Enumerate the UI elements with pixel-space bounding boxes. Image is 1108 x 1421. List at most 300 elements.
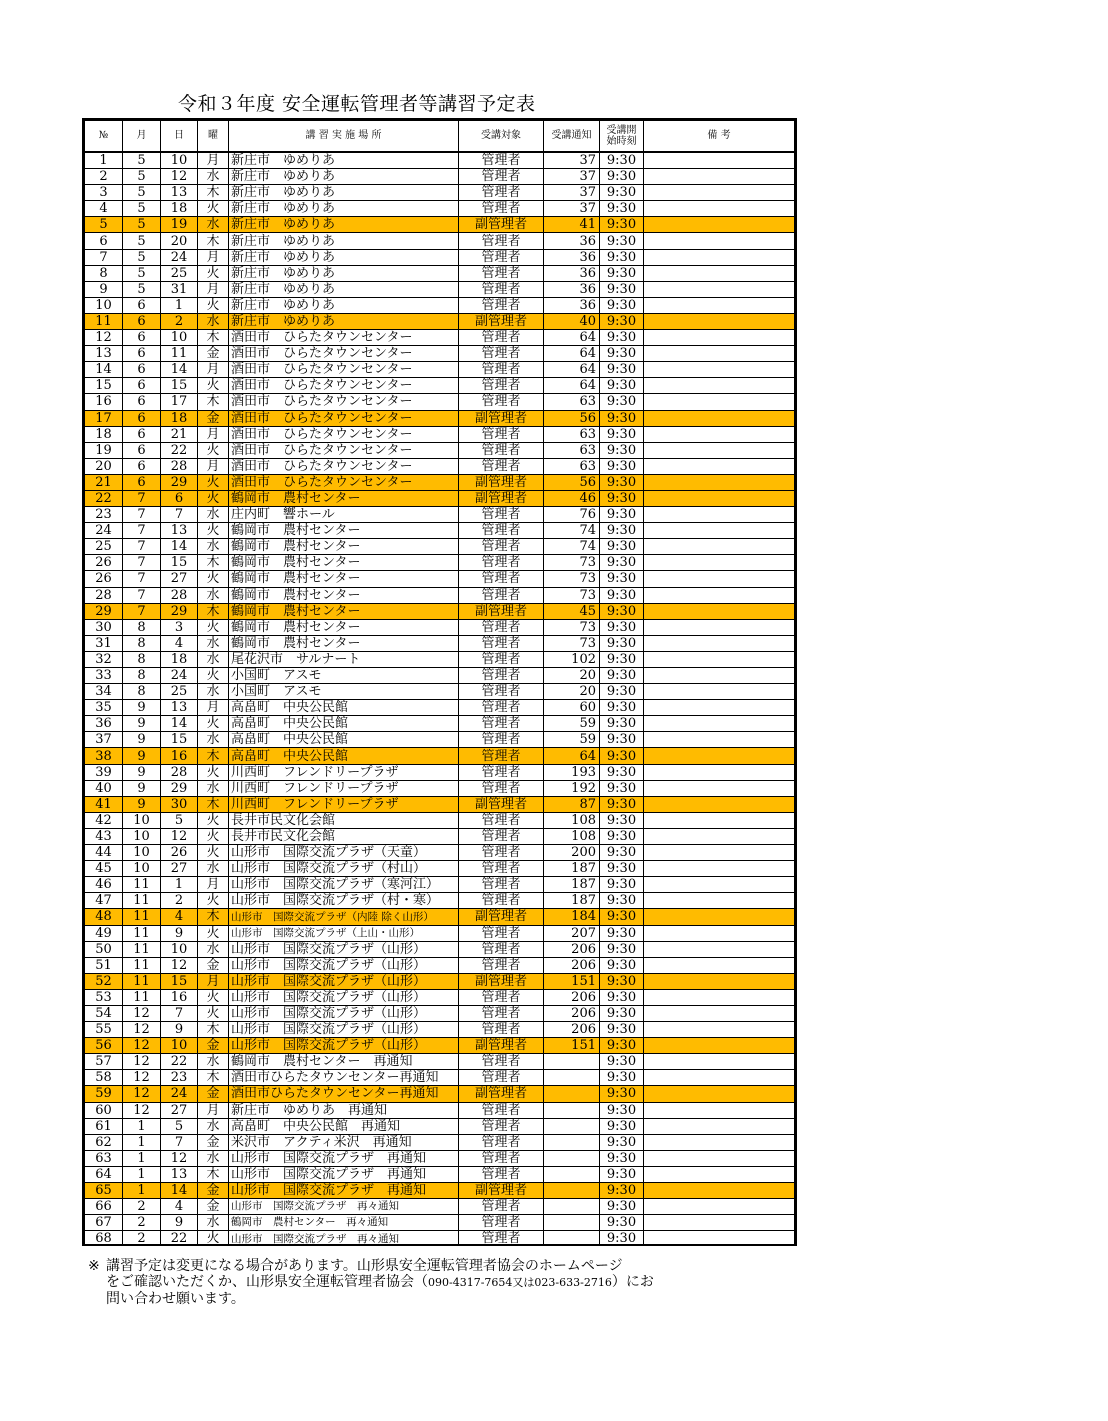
cell-remarks — [644, 169, 795, 185]
table-row — [85, 812, 795, 828]
cell-remarks — [644, 748, 795, 764]
cell-start-time: 9:30 — [600, 619, 644, 635]
cell-day: 21 — [161, 426, 198, 442]
cell-day: 16 — [161, 989, 198, 1005]
table-row — [85, 1022, 795, 1038]
cell-count: 64 — [544, 362, 600, 378]
cell-month: 11 — [123, 925, 161, 941]
cell-day: 15 — [161, 378, 198, 394]
cell-no: 68 — [85, 1231, 123, 1246]
cell-month: 12 — [123, 1005, 161, 1021]
cell-start-time: 9:30 — [600, 1086, 644, 1102]
table-row — [85, 893, 795, 909]
table-row — [85, 877, 795, 893]
cell-month: 12 — [123, 1038, 161, 1054]
cell-day: 1 — [161, 877, 198, 893]
cell-weekday: 水 — [198, 861, 229, 877]
cell-month: 11 — [123, 989, 161, 1005]
cell-day: 27 — [161, 1102, 198, 1118]
cell-start-time: 9:30 — [600, 716, 644, 732]
cell-start-time: 9:30 — [600, 185, 644, 201]
cell-place: 山形市 国際交流プラザ（山形） — [229, 1038, 459, 1054]
cell-weekday: 火 — [198, 925, 229, 941]
cell-start-time: 9:30 — [600, 1070, 644, 1086]
cell-place: 新庄市 ゆめりあ — [229, 152, 459, 169]
cell-weekday: 火 — [198, 619, 229, 635]
cell-day: 14 — [161, 716, 198, 732]
cell-day: 30 — [161, 796, 198, 812]
cell-target: 副管理者 — [459, 1086, 544, 1102]
table-row — [85, 1231, 795, 1246]
cell-start-time: 9:30 — [600, 378, 644, 394]
table-row — [85, 941, 795, 957]
table-row — [85, 845, 795, 861]
cell-target: 副管理者 — [459, 973, 544, 989]
cell-start-time: 9:30 — [600, 539, 644, 555]
cell-place: 小国町 アスモ — [229, 668, 459, 684]
cell-count: 73 — [544, 619, 600, 635]
cell-day: 17 — [161, 394, 198, 410]
cell-day: 24 — [161, 249, 198, 265]
footnote-line-3: 問い合わせ願います。 — [106, 1291, 245, 1307]
cell-month: 5 — [123, 265, 161, 281]
cell-target: 管理者 — [459, 169, 544, 185]
cell-no: 47 — [85, 893, 123, 909]
cell-weekday: 金 — [198, 1134, 229, 1150]
cell-place: 鶴岡市 農村センター — [229, 603, 459, 619]
cell-remarks — [644, 490, 795, 506]
cell-weekday: 木 — [198, 555, 229, 571]
cell-target: 管理者 — [459, 941, 544, 957]
cell-month: 6 — [123, 394, 161, 410]
table-row — [85, 297, 795, 313]
cell-count: 108 — [544, 828, 600, 844]
cell-remarks — [644, 668, 795, 684]
cell-target: 副管理者 — [459, 796, 544, 812]
cell-day: 22 — [161, 1231, 198, 1246]
cell-day: 10 — [161, 152, 198, 169]
cell-day: 27 — [161, 571, 198, 587]
cell-month: 5 — [123, 185, 161, 201]
cell-no: 16 — [85, 394, 123, 410]
cell-place: 山形市 国際交流プラザ 再通知 — [229, 1166, 459, 1182]
cell-place: 山形市 国際交流プラザ（山形） — [229, 957, 459, 973]
cell-day: 14 — [161, 362, 198, 378]
col-header-count: 受講通知 — [544, 121, 600, 153]
cell-count — [544, 1102, 600, 1118]
cell-place: 長井市民文化会館 — [229, 812, 459, 828]
cell-day: 15 — [161, 732, 198, 748]
cell-day: 9 — [161, 1022, 198, 1038]
cell-remarks — [644, 217, 795, 233]
cell-weekday: 水 — [198, 539, 229, 555]
cell-place: 川西町 フレンドリープラザ — [229, 764, 459, 780]
cell-count: 207 — [544, 925, 600, 941]
cell-day: 28 — [161, 458, 198, 474]
cell-weekday: 木 — [198, 748, 229, 764]
cell-count: 64 — [544, 330, 600, 346]
table-row — [85, 1166, 795, 1182]
footnote-phone: 090-4317-7654又は023-633-2716 — [428, 1276, 612, 1289]
cell-target: 管理者 — [459, 281, 544, 297]
cell-day: 7 — [161, 1134, 198, 1150]
cell-count — [544, 1134, 600, 1150]
cell-no: 51 — [85, 957, 123, 973]
cell-no: 50 — [85, 941, 123, 957]
cell-weekday: 月 — [198, 152, 229, 169]
cell-remarks — [644, 973, 795, 989]
cell-day: 29 — [161, 603, 198, 619]
cell-no: 33 — [85, 668, 123, 684]
cell-no: 55 — [85, 1022, 123, 1038]
cell-count — [544, 1231, 600, 1246]
cell-remarks — [644, 507, 795, 523]
cell-remarks — [644, 201, 795, 217]
cell-remarks — [644, 346, 795, 362]
cell-place: 鶴岡市 農村センター 再々通知 — [229, 1215, 459, 1231]
cell-remarks — [644, 297, 795, 313]
cell-weekday: 水 — [198, 587, 229, 603]
cell-count: 40 — [544, 313, 600, 329]
cell-remarks — [644, 796, 795, 812]
cell-target: 副管理者 — [459, 217, 544, 233]
cell-no: 19 — [85, 442, 123, 458]
cell-target: 管理者 — [459, 539, 544, 555]
cell-remarks — [644, 523, 795, 539]
cell-remarks — [644, 764, 795, 780]
cell-day: 25 — [161, 684, 198, 700]
cell-count: 41 — [544, 217, 600, 233]
cell-place: 高畠町 中央公民館 再通知 — [229, 1118, 459, 1134]
cell-weekday: 火 — [198, 297, 229, 313]
cell-month: 10 — [123, 861, 161, 877]
table-row — [85, 1070, 795, 1086]
cell-no: 64 — [85, 1166, 123, 1182]
cell-count — [544, 1199, 600, 1215]
cell-count: 36 — [544, 265, 600, 281]
cell-start-time: 9:30 — [600, 1134, 644, 1150]
cell-place: 酒田市 ひらたタウンセンター — [229, 362, 459, 378]
cell-day: 14 — [161, 1183, 198, 1199]
cell-count: 73 — [544, 555, 600, 571]
cell-remarks — [644, 587, 795, 603]
cell-target: 管理者 — [459, 893, 544, 909]
cell-no: 22 — [85, 490, 123, 506]
cell-weekday: 木 — [198, 394, 229, 410]
table-header-row — [85, 121, 795, 153]
cell-place: 山形市 国際交流プラザ（内陸 除く山形） — [229, 909, 459, 925]
table-row — [85, 700, 795, 716]
cell-target: 管理者 — [459, 297, 544, 313]
cell-day: 2 — [161, 313, 198, 329]
cell-remarks — [644, 603, 795, 619]
cell-target: 管理者 — [459, 877, 544, 893]
cell-target: 管理者 — [459, 1215, 544, 1231]
cell-day: 25 — [161, 265, 198, 281]
cell-no: 3 — [85, 185, 123, 201]
cell-no: 39 — [85, 764, 123, 780]
cell-day: 13 — [161, 700, 198, 716]
cell-weekday: 水 — [198, 780, 229, 796]
cell-day: 29 — [161, 474, 198, 490]
table-row — [85, 1005, 795, 1021]
cell-remarks — [644, 1102, 795, 1118]
cell-start-time: 9:30 — [600, 877, 644, 893]
cell-month: 6 — [123, 362, 161, 378]
table-row — [85, 249, 795, 265]
cell-day: 7 — [161, 507, 198, 523]
cell-target: 管理者 — [459, 619, 544, 635]
cell-start-time: 9:30 — [600, 1054, 644, 1070]
cell-start-time: 9:30 — [600, 201, 644, 217]
cell-place: 米沢市 アクティ米沢 再通知 — [229, 1134, 459, 1150]
cell-target: 管理者 — [459, 507, 544, 523]
cell-day: 10 — [161, 941, 198, 957]
cell-month: 10 — [123, 828, 161, 844]
cell-start-time: 9:30 — [600, 1102, 644, 1118]
cell-no: 53 — [85, 989, 123, 1005]
cell-target: 管理者 — [459, 442, 544, 458]
cell-no: 18 — [85, 426, 123, 442]
cell-weekday: 火 — [198, 201, 229, 217]
cell-target: 管理者 — [459, 426, 544, 442]
cell-no: 5 — [85, 217, 123, 233]
cell-remarks — [644, 1086, 795, 1102]
cell-start-time: 9:30 — [600, 603, 644, 619]
cell-no: 14 — [85, 362, 123, 378]
cell-place: 高畠町 中央公民館 — [229, 732, 459, 748]
table-row — [85, 1102, 795, 1118]
cell-remarks — [644, 941, 795, 957]
cell-no: 2 — [85, 169, 123, 185]
cell-place: 山形市 国際交流プラザ（寒河江） — [229, 877, 459, 893]
cell-remarks — [644, 1134, 795, 1150]
cell-day: 5 — [161, 1118, 198, 1134]
cell-no: 67 — [85, 1215, 123, 1231]
cell-place: 山形市 国際交流プラザ 再通知 — [229, 1150, 459, 1166]
cell-weekday: 木 — [198, 1166, 229, 1182]
cell-day: 7 — [161, 1005, 198, 1021]
cell-weekday: 金 — [198, 1038, 229, 1054]
cell-target: 管理者 — [459, 523, 544, 539]
cell-no: 34 — [85, 684, 123, 700]
cell-weekday: 水 — [198, 313, 229, 329]
cell-month: 12 — [123, 1022, 161, 1038]
cell-target: 管理者 — [459, 764, 544, 780]
table-row — [85, 410, 795, 426]
cell-count: 184 — [544, 909, 600, 925]
cell-count: 206 — [544, 1022, 600, 1038]
cell-place: 鶴岡市 農村センター — [229, 635, 459, 651]
cell-remarks — [644, 828, 795, 844]
cell-count — [544, 1118, 600, 1134]
cell-place: 山形市 国際交流プラザ（村山） — [229, 861, 459, 877]
cell-start-time: 9:30 — [600, 909, 644, 925]
table-row — [85, 1183, 795, 1199]
table-row — [85, 1054, 795, 1070]
table-row — [85, 426, 795, 442]
col-header-remarks: 備 考 — [644, 121, 795, 153]
cell-no: 57 — [85, 1054, 123, 1070]
cell-weekday: 水 — [198, 169, 229, 185]
cell-weekday: 火 — [198, 716, 229, 732]
cell-weekday: 水 — [198, 651, 229, 667]
cell-place: 新庄市 ゆめりあ — [229, 169, 459, 185]
cell-no: 63 — [85, 1150, 123, 1166]
cell-place: 鶴岡市 農村センター — [229, 587, 459, 603]
cell-weekday: 水 — [198, 684, 229, 700]
cell-no: 56 — [85, 1038, 123, 1054]
cell-count: 73 — [544, 635, 600, 651]
cell-weekday: 火 — [198, 474, 229, 490]
table-row — [85, 330, 795, 346]
cell-start-time: 9:30 — [600, 635, 644, 651]
cell-remarks — [644, 362, 795, 378]
cell-day: 12 — [161, 828, 198, 844]
cell-remarks — [644, 426, 795, 442]
cell-remarks — [644, 925, 795, 941]
cell-target: 管理者 — [459, 233, 544, 249]
cell-remarks — [644, 651, 795, 667]
table-row — [85, 732, 795, 748]
cell-target: 副管理者 — [459, 909, 544, 925]
cell-remarks — [644, 394, 795, 410]
cell-target: 管理者 — [459, 635, 544, 651]
cell-place: 新庄市 ゆめりあ — [229, 297, 459, 313]
cell-place: 鶴岡市 農村センター — [229, 555, 459, 571]
footnote-line-1: 講習予定は変更になる場合があります。山形県安全運転管理者協会のホームページ — [106, 1258, 623, 1274]
cell-month: 8 — [123, 684, 161, 700]
cell-target: 管理者 — [459, 845, 544, 861]
cell-remarks — [644, 281, 795, 297]
cell-month: 9 — [123, 732, 161, 748]
cell-start-time: 9:30 — [600, 571, 644, 587]
cell-month: 1 — [123, 1118, 161, 1134]
cell-month: 5 — [123, 217, 161, 233]
cell-day: 12 — [161, 957, 198, 973]
table-row — [85, 507, 795, 523]
cell-place: 新庄市 ゆめりあ — [229, 249, 459, 265]
cell-remarks — [644, 555, 795, 571]
cell-weekday: 金 — [198, 1183, 229, 1199]
cell-place: 川西町 フレンドリープラザ — [229, 796, 459, 812]
cell-remarks — [644, 1183, 795, 1199]
schedule-table — [84, 120, 795, 1246]
cell-remarks — [644, 989, 795, 1005]
cell-count — [544, 1215, 600, 1231]
cell-remarks — [644, 1215, 795, 1231]
cell-count: 73 — [544, 587, 600, 603]
cell-target: 管理者 — [459, 1054, 544, 1070]
table-row — [85, 313, 795, 329]
cell-place: 山形市 国際交流プラザ（天童） — [229, 845, 459, 861]
cell-day: 12 — [161, 1150, 198, 1166]
table-row — [85, 539, 795, 555]
cell-start-time: 9:30 — [600, 233, 644, 249]
cell-no: 7 — [85, 249, 123, 265]
footnote-line-2 — [88, 1274, 768, 1291]
table-row — [85, 651, 795, 667]
footnote-line-2-b: ）にお — [611, 1274, 654, 1290]
cell-place: 鶴岡市 農村センター — [229, 490, 459, 506]
cell-start-time: 9:30 — [600, 1005, 644, 1021]
cell-no: 15 — [85, 378, 123, 394]
schedule-table-frame — [82, 118, 797, 1246]
cell-place: 酒田市ひらたタウンセンター再通知 — [229, 1086, 459, 1102]
cell-day: 18 — [161, 201, 198, 217]
cell-place: 山形市 国際交流プラザ（村・寒） — [229, 893, 459, 909]
cell-no: 41 — [85, 796, 123, 812]
cell-count: 74 — [544, 523, 600, 539]
cell-place: 新庄市 ゆめりあ — [229, 281, 459, 297]
footnote-line-2-a: をご確認いただくか、山形県安全運転管理者協会（ — [106, 1274, 428, 1290]
cell-no: 11 — [85, 313, 123, 329]
cell-count: 187 — [544, 861, 600, 877]
cell-month: 2 — [123, 1215, 161, 1231]
cell-count: 36 — [544, 281, 600, 297]
cell-remarks — [644, 378, 795, 394]
cell-weekday: 月 — [198, 1102, 229, 1118]
cell-weekday: 月 — [198, 281, 229, 297]
cell-start-time: 9:30 — [600, 249, 644, 265]
cell-count — [544, 1183, 600, 1199]
cell-remarks — [644, 474, 795, 490]
cell-start-time: 9:30 — [600, 426, 644, 442]
cell-weekday: 水 — [198, 507, 229, 523]
cell-count: 56 — [544, 410, 600, 426]
cell-day: 15 — [161, 555, 198, 571]
cell-target: 副管理者 — [459, 1038, 544, 1054]
cell-place: 鶴岡市 農村センター — [229, 619, 459, 635]
cell-no: 23 — [85, 507, 123, 523]
cell-count: 63 — [544, 426, 600, 442]
cell-no: 29 — [85, 603, 123, 619]
cell-day: 20 — [161, 233, 198, 249]
cell-remarks — [644, 185, 795, 201]
cell-target: 管理者 — [459, 346, 544, 362]
cell-remarks — [644, 812, 795, 828]
table-row — [85, 394, 795, 410]
cell-start-time: 9:30 — [600, 313, 644, 329]
cell-month: 10 — [123, 812, 161, 828]
cell-count: 187 — [544, 877, 600, 893]
cell-count: 37 — [544, 201, 600, 217]
cell-day: 2 — [161, 893, 198, 909]
cell-start-time: 9:30 — [600, 973, 644, 989]
cell-place: 川西町 フレンドリープラザ — [229, 780, 459, 796]
cell-remarks — [644, 1070, 795, 1086]
cell-target: 管理者 — [459, 989, 544, 1005]
cell-start-time: 9:30 — [600, 812, 644, 828]
cell-start-time: 9:30 — [600, 458, 644, 474]
cell-start-time: 9:30 — [600, 668, 644, 684]
cell-month: 7 — [123, 603, 161, 619]
cell-day: 28 — [161, 587, 198, 603]
cell-target: 管理者 — [459, 201, 544, 217]
table-row — [85, 957, 795, 973]
cell-count: 37 — [544, 185, 600, 201]
cell-month: 9 — [123, 796, 161, 812]
cell-day: 24 — [161, 1086, 198, 1102]
cell-target: 管理者 — [459, 861, 544, 877]
cell-start-time: 9:30 — [600, 169, 644, 185]
cell-count: 64 — [544, 346, 600, 362]
cell-start-time: 9:30 — [600, 555, 644, 571]
cell-month: 7 — [123, 539, 161, 555]
cell-remarks — [644, 861, 795, 877]
cell-start-time: 9:30 — [600, 684, 644, 700]
cell-start-time: 9:30 — [600, 1118, 644, 1134]
